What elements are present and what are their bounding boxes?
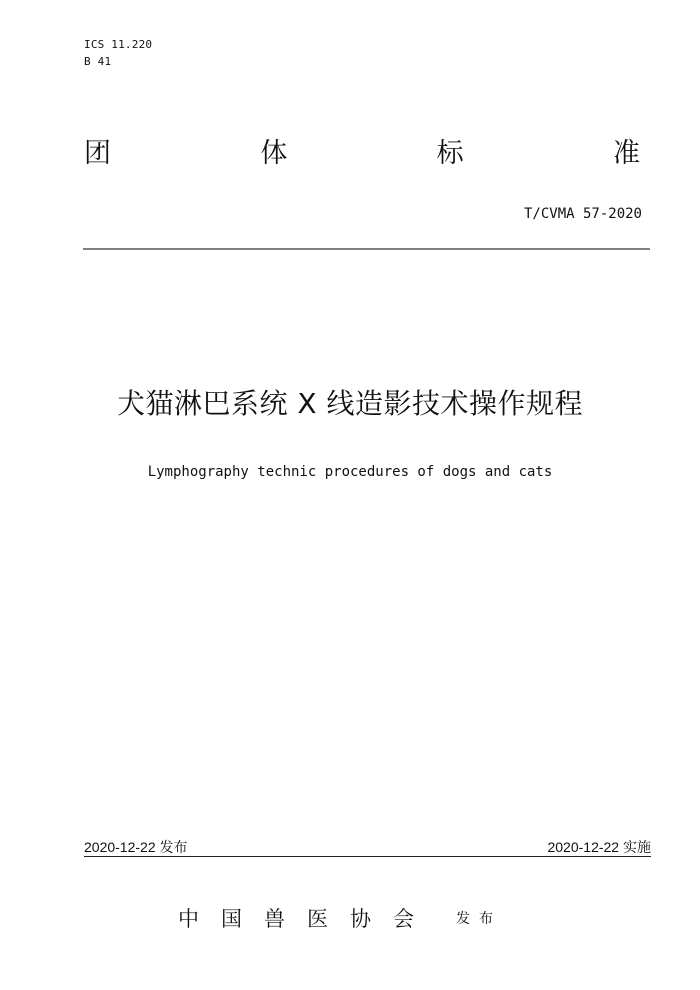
- implementation-date: 2020-12-22 实施: [547, 839, 651, 855]
- ics-code: ICS 11.220: [84, 38, 153, 51]
- standard-type-heading: [84, 134, 640, 174]
- publisher-name: 中国兽医协会: [178, 907, 436, 931]
- standard-type-char-3: 标: [436, 138, 464, 169]
- publish-label: 发布: [456, 911, 502, 927]
- top-divider: [83, 248, 650, 250]
- english-title: Lymphography technic procedures of dogs and cats: [147, 464, 553, 480]
- publisher-line: [178, 904, 502, 934]
- standard-type-char-4: 准: [612, 138, 640, 169]
- standard-number: T/CVMA 57-2020: [523, 206, 642, 222]
- chinese-title: 犬猫淋巴系统 X 线造影技术操作规程: [117, 387, 583, 420]
- bottom-divider: [84, 856, 651, 857]
- standard-type-char-1: 团: [84, 138, 111, 169]
- classification-code: B 41: [84, 55, 112, 68]
- date-row: [84, 837, 651, 857]
- standard-type-char-2: 体: [260, 138, 288, 169]
- issue-date: 2020-12-22 发布: [84, 839, 188, 855]
